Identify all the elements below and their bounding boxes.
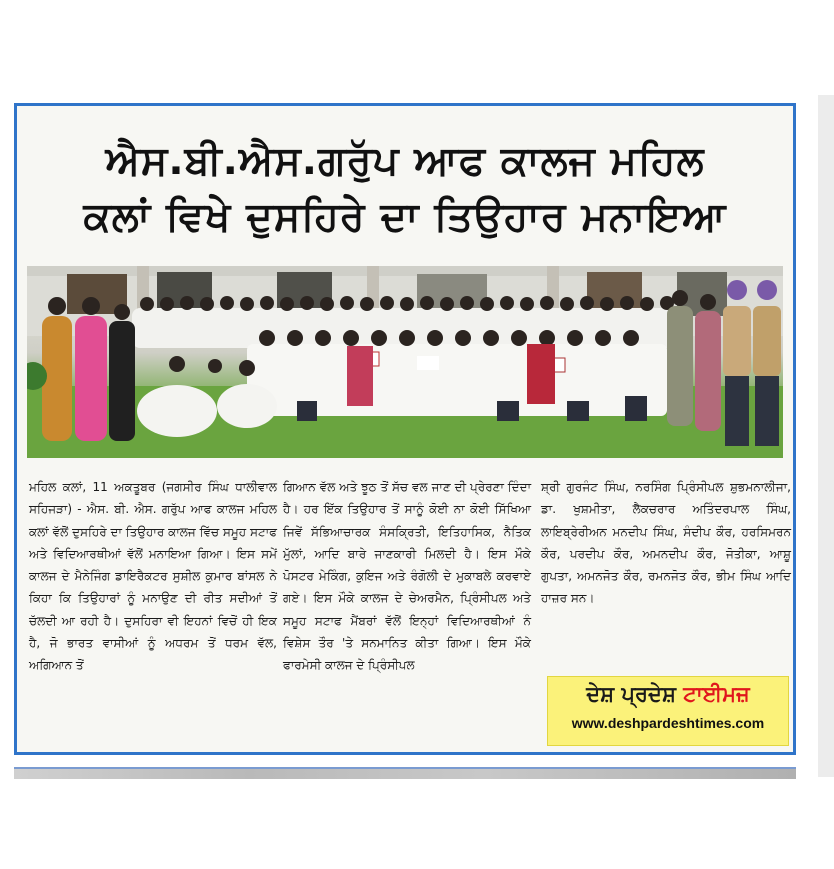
next-article-edge bbox=[14, 767, 796, 779]
publication-name-part1: ਦੇਸ਼ ਪ੍ਰਦੇਸ਼ bbox=[586, 682, 676, 706]
newspaper-clipping bbox=[14, 103, 796, 755]
article-column-1: ਮਹਿਲ ਕਲਾਂ, 11 ਅਕਤੂਬਰ (ਜਗਸੀਰ ਸਿੰਘ ਧਾਲੀਵਾਲ ਸਹਿਜੜਾ) - ਐਸ. ਬੀ. ਐਸ. ਗਰੁੱਪ ਆਫ ਕਾਲਜ ਮਹਿਲ ਕਲਾਂ ਵੱਲੋਂ ਦੁਸਹਿਰੇ ਦਾ ਤਿਉਹਾਰ ਕਾਲਜ ਵਿੱਚ ਸਮੂਹ ਸਟਾਫ ਅਤੇ ਵਿਦਿਆਰਥੀਆਂ ਵੱਲੋਂ ਮਨਾਇਆ ਗਿਆ। ਇਸ ਸਮੇਂ ਕਾਲਜ ਦੇ ਮੈਨੇਜਿੰਗ ਡਾਇਰੈਕਟਰ ਸੁਸ਼ੀਲ ਕੁਮਾਰ ਬਾਂਸਲ ਨੇ ਕਿਹਾ ਕਿ ਤਿਉਹਾਰਾਂ ਨੂੰ ਮਨਾਉਣ ਦੀ ਰੀਤ ਸਦੀਆਂ ਤੋਂ ਚੱਲਦੀ ਆ ਰਹੀ ਹੈ। ਦੁਸਹਿਰਾ ਵੀ ਇਹਨਾਂ ਵਿਚੋਂ ਹੀ ਇਕ ਹੈ, ਜੋ ਭਾਰਤ ਵਾਸੀਆਂ ਨੂੰ ਅਧਰਮ ਤੋਂ ਧਰਮ ਵੱਲ, ਅਗਿਆਨ ਤੋਂ bbox=[29, 480, 277, 673]
publication-name bbox=[548, 679, 788, 709]
page-edge-shadow bbox=[818, 95, 834, 777]
publication-url: www.deshpardeshtimes.com bbox=[571, 715, 765, 731]
headline-line-1: ਐਸ.ਬੀ.ਐਸ.ਗਰੁੱਪ ਆਫ ਕਾਲਜ ਮਹਿਲ bbox=[105, 138, 705, 184]
article-column-3: ਸ਼੍ਰੀ ਗੁਰਜੰਟ ਸਿੰਘ, ਨਰਸਿੰਗ ਪ੍ਰਿੰਸੀਪਲ ਸ਼ੁਭਮਨਾਲੀਜਾ, ਡਾ. ਖੁਸ਼ਮੀਤਾ, ਲੈਕਚਰਾਰ ਅਤਿੰਦਰਪਾਲ ਸਿੰਘ, ਲਾਇਬ੍ਰੇਰੀਅਨ ਮਨਦੀਪ ਸਿੰਘ, ਸੰਦੀਪ ਕੌਰ, ਹਰਸਿਮਰਨ ਕੌਰ, ਪਰਦੀਪ ਕੌਰ, ਅਮਨਦੀਪ ਕੌਰ, ਜੋਤੀਕਾ, ਆਸ਼ੂ ਗੁਪਤਾ, ਅਮਨਜੋਤ ਕੌਰ, ਰਮਨਜੋਤ ਕੌਰ, ਭੀਮ ਸਿੰਘ ਆਦਿ ਹਾਜ਼ਰ ਸਨ। bbox=[541, 480, 791, 606]
publication-name-part2: ਟਾਈਮਜ਼ bbox=[683, 682, 750, 706]
turban-icon bbox=[727, 280, 747, 300]
publication-logo bbox=[547, 676, 789, 746]
group-photo-illustration bbox=[27, 266, 783, 458]
headline-line-2: ਕਲਾਂ ਵਿਖੇ ਦੁਸਹਿਰੇ ਦਾ ਤਿਉਹਾਰ ਮਨਾਇਆ bbox=[83, 194, 727, 240]
article-column-2: ਗਿਆਨ ਵੱਲ ਅਤੇ ਝੂਠ ਤੋਂ ਸੱਚ ਵਲ ਜਾਣ ਦੀ ਪ੍ਰੇਰਣਾ ਦਿੰਦਾ ਹੈ। ਹਰ ਇੱਕ ਤਿਉਹਾਰ ਤੋਂ ਸਾਨੂੰ ਕੋਈ ਨਾ ਕੋਈ ਸਿੱਖਿਆ ਜਿਵੇਂ ਸੱਭਿਆਚਾਰਕ ਸੰਸਕ੍ਰਿਤੀ, ਇਤਿਹਾਸਿਕ, ਨੈਤਿਕ ਮੁੱਲਾਂ, ਆਦਿ ਬਾਰੇ ਜਾਣਕਾਰੀ ਮਿਲਦੀ ਹੈ। ਇਸ ਮੌਕੇ ਪੋਸਟਰ ਮੇਕਿੰਗ, ਕੁਇਜ ਅਤੇ ਰੰਗੋਲੀ ਦੇ ਮੁਕਾਬਲੇ ਕਰਵਾਏ ਗਏ। ਇਸ ਮੌਕੇ ਕਾਲਜ ਦੇ ਚੇਅਰਮੈਨ, ਪ੍ਰਿੰਸੀਪਲ ਅਤੇ ਸਮੂਹ ਸਟਾਫ ਮੈਂਬਰਾਂ ਵੱਲੋਂ ਇਨ੍ਹਾਂ ਵਿਦਿਆਰਥੀਆਂ ਨੰ ਵਿਸ਼ੇਸ ਤੌਰ 'ਤੇ ਸਨਮਾਨਿਤ ਕੀਤਾ ਗਿਆ। ਇਸ ਮੌਕੇ ਫਾਰਮੇਸੀ ਕਾਲਜ ਦੇ ਪ੍ਰਿੰਸੀਪਲ bbox=[283, 480, 531, 673]
group-photo bbox=[27, 266, 783, 458]
